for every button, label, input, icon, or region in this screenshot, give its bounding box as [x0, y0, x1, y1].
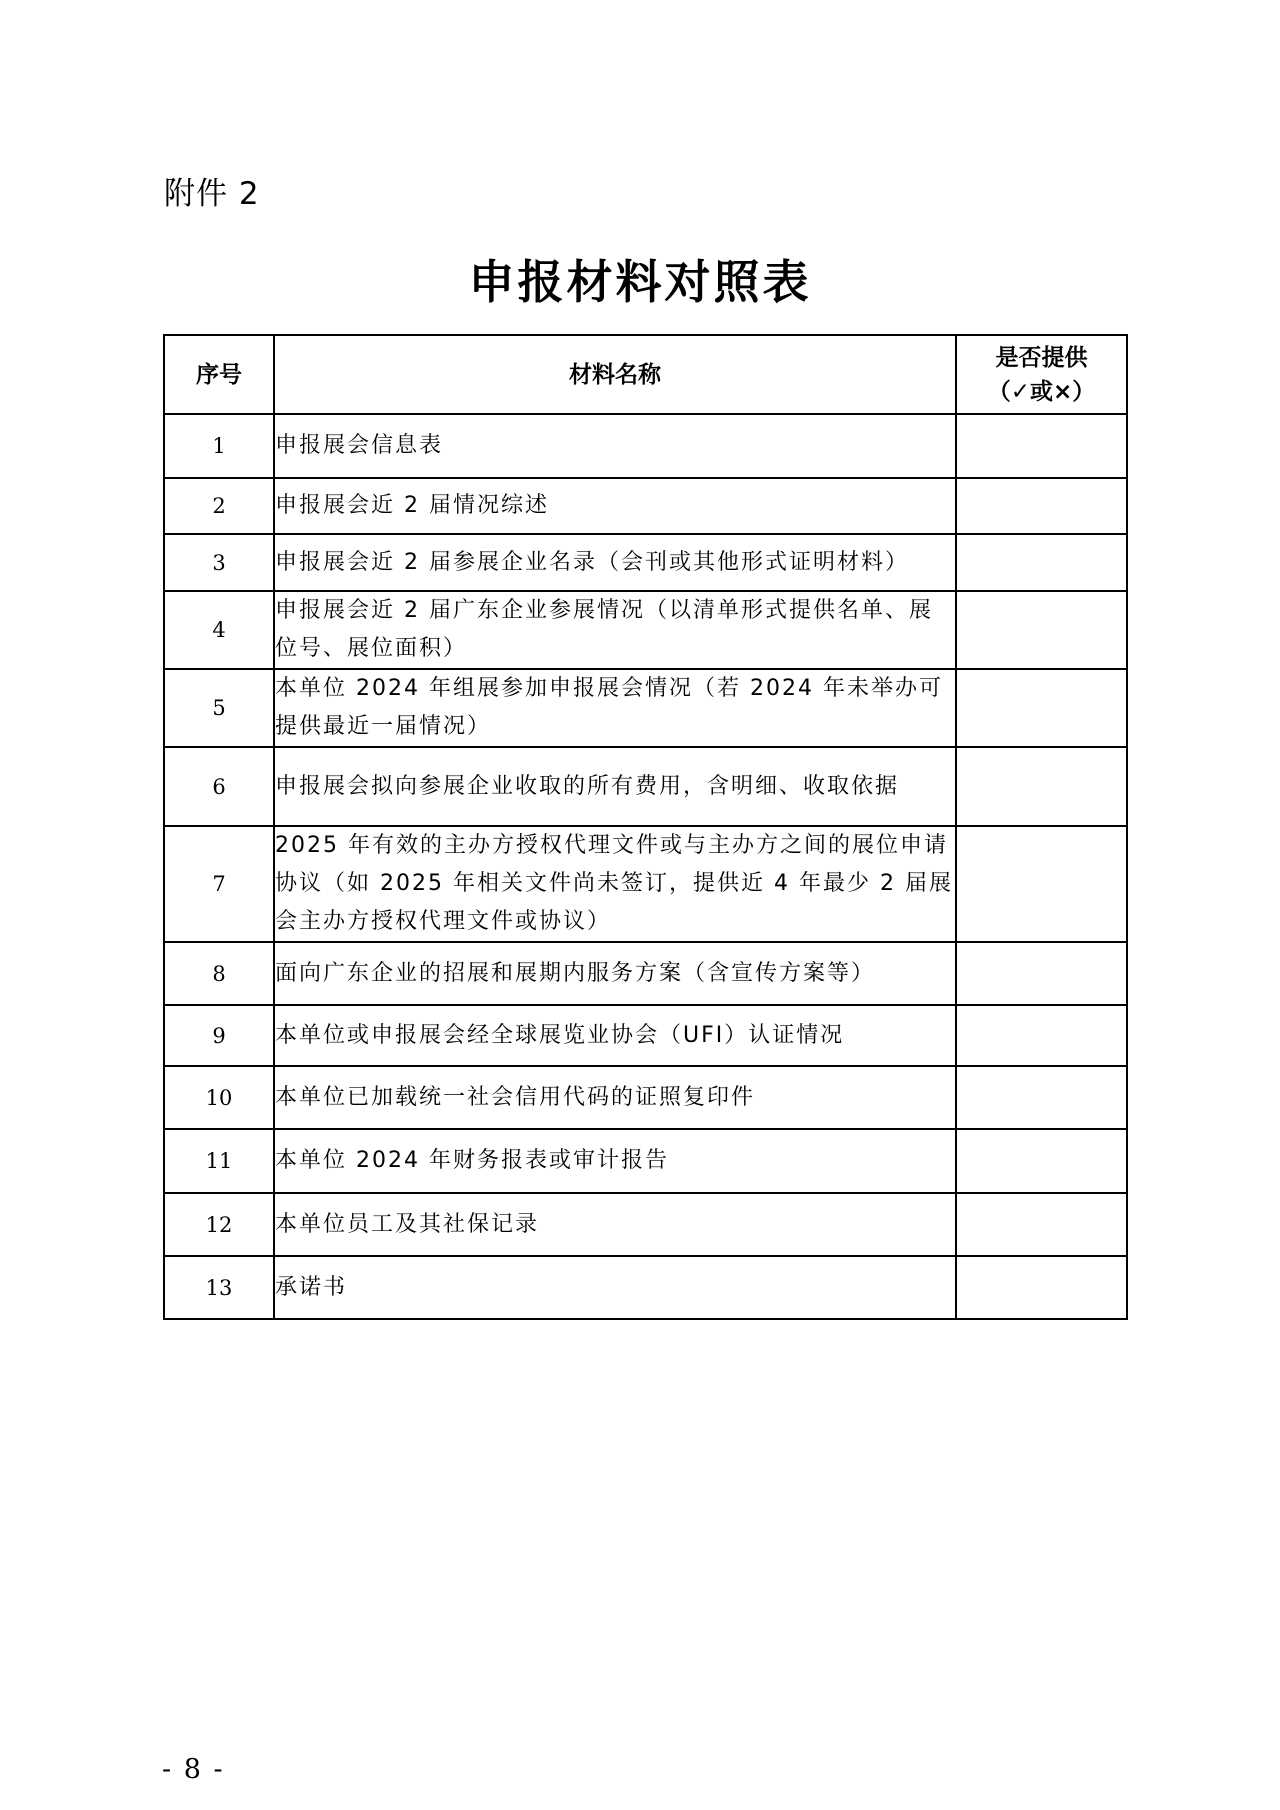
header-provided-line1: 是否提供	[995, 344, 1088, 371]
table-row	[164, 1005, 1127, 1066]
table-row	[164, 669, 1127, 747]
provided-cell[interactable]	[956, 534, 1127, 591]
material-name: 申报展会拟向参展企业收取的所有费用，含明细、收取依据	[274, 747, 956, 826]
provided-cell[interactable]	[956, 1256, 1127, 1319]
material-name: 本单位 2024 年组展参加申报展会情况（若 2024 年未举办可提供最近一届情况）	[274, 669, 956, 747]
material-name: 申报展会近 2 届情况综述	[274, 478, 956, 534]
table-row	[164, 826, 1127, 942]
table-row	[164, 1193, 1127, 1256]
table-row	[164, 1129, 1127, 1193]
material-name: 本单位或申报展会经全球展览业协会（UFI）认证情况	[274, 1005, 956, 1066]
material-name: 本单位已加载统一社会信用代码的证照复印件	[274, 1066, 956, 1129]
table-row	[164, 747, 1127, 826]
page-number: - 8 -	[162, 1754, 225, 1785]
provided-cell[interactable]	[956, 1066, 1127, 1129]
row-number: 8	[164, 942, 274, 1005]
row-number: 3	[164, 534, 274, 591]
row-number: 13	[164, 1256, 274, 1319]
table-row	[164, 1256, 1127, 1319]
material-name: 2025 年有效的主办方授权代理文件或与主办方之间的展位申请协议（如 2025 年相关文件尚未签订，提供近 4 年最少 2 届展会主办方授权代理文件或协议）	[274, 826, 956, 942]
provided-cell[interactable]	[956, 1005, 1127, 1066]
table-row	[164, 478, 1127, 534]
provided-cell[interactable]	[956, 414, 1127, 478]
header-provided-line2: （✓或×）	[987, 378, 1096, 405]
provided-cell[interactable]	[956, 478, 1127, 534]
attachment-label: 附件 2	[164, 176, 260, 212]
materials-table	[163, 334, 1128, 1320]
material-name: 面向广东企业的招展和展期内服务方案（含宣传方案等）	[274, 942, 956, 1005]
row-number: 10	[164, 1066, 274, 1129]
header-number: 序号	[164, 335, 274, 414]
provided-cell[interactable]	[956, 1129, 1127, 1193]
material-name: 本单位 2024 年财务报表或审计报告	[274, 1129, 956, 1193]
header-provided	[956, 335, 1127, 414]
provided-cell[interactable]	[956, 1193, 1127, 1256]
row-number: 4	[164, 591, 274, 669]
table-row	[164, 942, 1127, 1005]
table-row	[164, 534, 1127, 591]
row-number: 2	[164, 478, 274, 534]
provided-cell[interactable]	[956, 591, 1127, 669]
table-row	[164, 591, 1127, 669]
material-name: 申报展会近 2 届参展企业名录（会刊或其他形式证明材料）	[274, 534, 956, 591]
material-name: 申报展会近 2 届广东企业参展情况（以清单形式提供名单、展位号、展位面积）	[274, 591, 956, 669]
row-number: 12	[164, 1193, 274, 1256]
row-number: 6	[164, 747, 274, 826]
provided-cell[interactable]	[956, 826, 1127, 942]
page-title: 申报材料对照表	[468, 255, 812, 309]
row-number: 5	[164, 669, 274, 747]
provided-cell[interactable]	[956, 669, 1127, 747]
row-number: 11	[164, 1129, 274, 1193]
material-name: 承诺书	[274, 1256, 956, 1319]
provided-cell[interactable]	[956, 942, 1127, 1005]
row-number: 7	[164, 826, 274, 942]
table-header-row	[164, 335, 1127, 414]
table-row	[164, 1066, 1127, 1129]
table-row	[164, 414, 1127, 478]
provided-cell[interactable]	[956, 747, 1127, 826]
header-name: 材料名称	[274, 335, 956, 414]
material-name: 申报展会信息表	[274, 414, 956, 478]
material-name: 本单位员工及其社保记录	[274, 1193, 956, 1256]
row-number: 1	[164, 414, 274, 478]
row-number: 9	[164, 1005, 274, 1066]
